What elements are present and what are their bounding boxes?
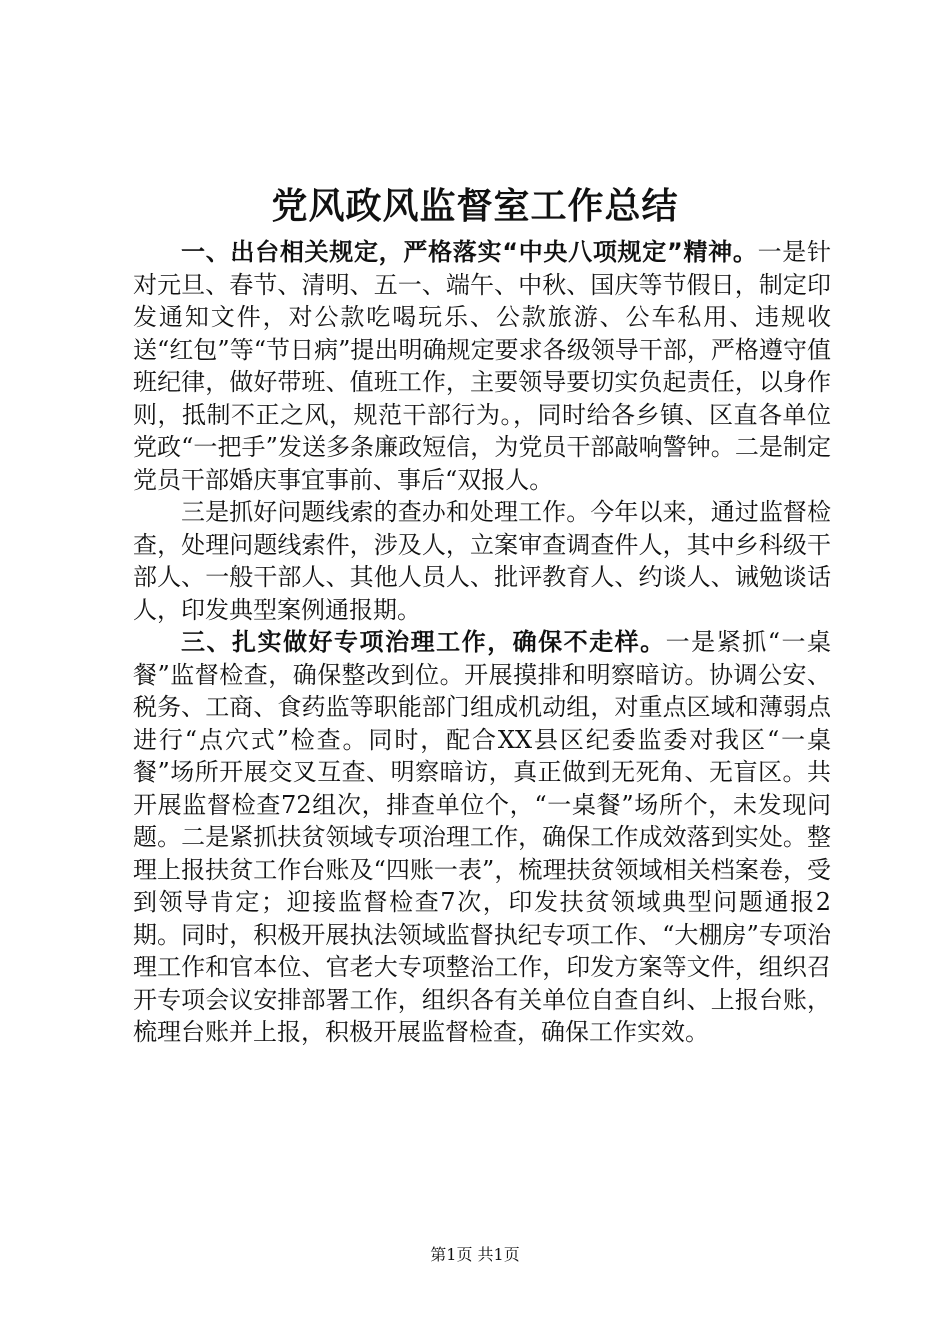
document-body (133, 236, 831, 1049)
document-title: 党风政风监督室工作总结 (271, 185, 679, 227)
paragraph-3-heading: 三、扎实做好专项治理工作，确保不走样。 (181, 628, 666, 656)
paragraph-3 (133, 626, 831, 1049)
paragraph-2-text: 三是抓好问题线索的查办和处理工作。今年以来，通过监督检查，处理问题线索件，涉及人，立案审查调查件人，其中乡科级干部人、一般干部人、其他人员人、批评教育人、约谈人、诫勉谈话人，印发典型案例通报期。 (133, 498, 831, 624)
paragraph-1-heading: 一、出台相关规定，严格落实“中央八项规定”精神。 (181, 238, 758, 266)
paragraph-1 (133, 236, 831, 496)
page-footer: 第1页 共1页 (430, 1245, 520, 1264)
paragraph-1-text: 一是针对元旦、春节、清明、五一、端午、中秋、国庆等节假日，制定印发通知文件，对公款吃喝玩乐、公款旅游、公车私用、违规收送“红包”等“节日病”提出明确规定要求各级领导干部，严格遵守值班纪律，做好带班、值班工作，主要领导要切实负起责任，以身作则，抵制不正之风，规范干部行为。，同时给各乡镇、区直各单位党政“一把手”发送多条廉政短信，为党员干部敲响警钟。二是制定党员干部婚庆事宜事前、事后“双报人。 (133, 238, 832, 494)
paragraph-2 (133, 496, 831, 626)
paragraph-3-text: 一是紧抓“一桌餐”监督检查，确保整改到位。开展摸排和明察暗访。协调公安、税务、工商、食药监等职能部门组成机动组，对重点区域和薄弱点进行“点穴式”检查。同时，配合XX县区纪委监委对我区“一桌餐”场所开展交叉互查、明察暗访，真正做到无死角、无盲区。共开展监督检查72组次，排查单位个，“一桌餐”场所个，未发现问题。二是紧抓扶贫领域专项治理工作，确保工作成效落到实处。整理上报扶贫工作台账及“四账一表”，梳理扶贫领域相关档案卷，受到领导肯定；迎接监督检查7次，印发扶贫领域典型问题通报2期。同时，积极开展执法领域监督执纪专项工作、“大棚房”专项治理工作和官本位、官老大专项整治工作，印发方案等文件，组织召开专项会议安排部署工作，组织各有关单位自查自纠、上报台账，梳理台账并上报，积极开展监督检查，确保工作实效。 (133, 628, 831, 1046)
